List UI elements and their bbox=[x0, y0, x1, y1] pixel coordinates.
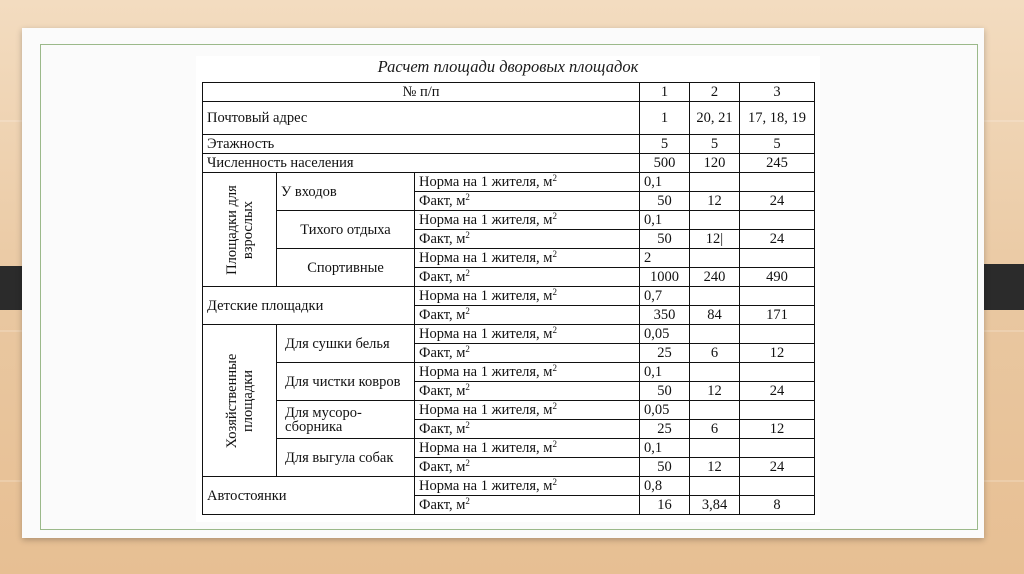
norm-label bbox=[415, 287, 640, 306]
household-carpets-norm-row bbox=[203, 363, 815, 382]
empty-cell bbox=[690, 363, 740, 382]
floors-row bbox=[203, 135, 815, 154]
adult-sport-fact-2: 240 bbox=[690, 268, 740, 287]
norm-label-text: Норма на 1 жителя, м bbox=[419, 364, 553, 380]
adult-quiet-fact-2: 12| bbox=[690, 230, 740, 249]
floors-value-2: 5 bbox=[690, 135, 740, 154]
adult-sport-fact-3: 490 bbox=[740, 268, 815, 287]
adult-quiet-norm: 0,1 bbox=[640, 211, 690, 230]
children-norm-row bbox=[203, 287, 815, 306]
empty-cell bbox=[740, 439, 815, 458]
empty-cell bbox=[690, 477, 740, 496]
population-label: Численность населения bbox=[203, 154, 640, 173]
table-header-row bbox=[203, 83, 815, 102]
unit-superscript: 2 bbox=[465, 306, 470, 316]
household-drying-fact-3: 12 bbox=[740, 344, 815, 363]
adult-entrance-label: У входов bbox=[277, 173, 415, 211]
children-fact-2: 84 bbox=[690, 306, 740, 325]
household-garbage-fact-2: 6 bbox=[690, 420, 740, 439]
household-drying-label: Для сушки белья bbox=[277, 325, 415, 363]
unit-superscript: 2 bbox=[552, 249, 557, 259]
norm-label bbox=[415, 173, 640, 192]
household-carpets-fact-3: 24 bbox=[740, 382, 815, 401]
norm-label-text: Норма на 1 жителя, м bbox=[419, 326, 553, 342]
unit-superscript: 2 bbox=[552, 477, 557, 487]
household-drying-fact-1: 25 bbox=[640, 344, 690, 363]
unit-superscript: 2 bbox=[465, 382, 470, 392]
address-row bbox=[203, 102, 815, 135]
fact-label-text: Факт, м bbox=[419, 459, 466, 475]
unit-superscript: 2 bbox=[465, 344, 470, 354]
unit-superscript: 2 bbox=[552, 211, 557, 221]
household-drying-fact-2: 6 bbox=[690, 344, 740, 363]
norm-label bbox=[415, 477, 640, 496]
empty-cell bbox=[740, 401, 815, 420]
floors-value-3: 5 bbox=[740, 135, 815, 154]
norm-label bbox=[415, 325, 640, 344]
fact-label-text: Факт, м bbox=[419, 345, 466, 361]
unit-superscript: 2 bbox=[465, 268, 470, 278]
adult-entrance-fact-3: 24 bbox=[740, 192, 815, 211]
parking-norm-row bbox=[203, 477, 815, 496]
unit-superscript: 2 bbox=[552, 401, 557, 411]
adult-sport-norm-row bbox=[203, 249, 815, 268]
household-garbage-label: Для мусоро-сборника bbox=[277, 401, 415, 439]
adult-sport-fact-1: 1000 bbox=[640, 268, 690, 287]
population-value-1: 500 bbox=[640, 154, 690, 173]
address-label: Почтовый адрес bbox=[203, 102, 640, 135]
adult-group-label: Площадки для взрослых bbox=[223, 184, 256, 275]
unit-superscript: 2 bbox=[552, 439, 557, 449]
norm-label bbox=[415, 401, 640, 420]
household-garbage-norm-row bbox=[203, 401, 815, 420]
fact-label-text: Факт, м bbox=[419, 269, 466, 285]
parking-fact-3: 8 bbox=[740, 496, 815, 515]
floors-label: Этажность bbox=[203, 135, 640, 154]
fact-label-text: Факт, м bbox=[419, 231, 466, 247]
header-col-3: 3 bbox=[740, 83, 815, 102]
household-group-label: Хозяйственные площадки bbox=[223, 353, 256, 448]
unit-superscript: 2 bbox=[552, 287, 557, 297]
household-carpets-label: Для чистки ковров bbox=[277, 363, 415, 401]
fact-label bbox=[415, 344, 640, 363]
household-dogs-norm-row bbox=[203, 439, 815, 458]
norm-label bbox=[415, 249, 640, 268]
household-dogs-fact-2: 12 bbox=[690, 458, 740, 477]
norm-label-text: Норма на 1 жителя, м bbox=[419, 212, 553, 228]
household-garbage-fact-3: 12 bbox=[740, 420, 815, 439]
fact-label-text: Факт, м bbox=[419, 307, 466, 323]
empty-cell bbox=[740, 249, 815, 268]
children-fact-1: 350 bbox=[640, 306, 690, 325]
adult-entrance-fact-1: 50 bbox=[640, 192, 690, 211]
population-row bbox=[203, 154, 815, 173]
fact-label-text: Факт, м bbox=[419, 497, 466, 513]
header-label: № п/п bbox=[203, 83, 640, 102]
fact-label bbox=[415, 382, 640, 401]
norm-label-text: Норма на 1 жителя, м bbox=[419, 402, 553, 418]
header-col-1: 1 bbox=[640, 83, 690, 102]
empty-cell bbox=[740, 287, 815, 306]
unit-superscript: 2 bbox=[552, 325, 557, 335]
address-value-2: 20, 21 bbox=[690, 102, 740, 135]
household-carpets-fact-1: 50 bbox=[640, 382, 690, 401]
table-title: Расчет площади дворовых площадок bbox=[377, 57, 639, 76]
adult-quiet-fact-1: 50 bbox=[640, 230, 690, 249]
adult-sport-label: Спортивные bbox=[277, 249, 415, 287]
unit-superscript: 2 bbox=[465, 420, 470, 430]
parking-label: Автостоянки bbox=[203, 477, 415, 515]
empty-cell bbox=[690, 211, 740, 230]
norm-label-text: Норма на 1 жителя, м bbox=[419, 174, 553, 190]
population-value-2: 120 bbox=[690, 154, 740, 173]
header-col-2: 2 bbox=[690, 83, 740, 102]
adult-entrance-norm: 0,1 bbox=[640, 173, 690, 192]
norm-label-text: Норма на 1 жителя, м bbox=[419, 440, 553, 456]
fact-label bbox=[415, 192, 640, 211]
adult-quiet-fact-3: 24 bbox=[740, 230, 815, 249]
unit-superscript: 2 bbox=[465, 192, 470, 202]
norm-label-text: Норма на 1 жителя, м bbox=[419, 288, 553, 304]
empty-cell bbox=[690, 401, 740, 420]
document-sheet bbox=[196, 56, 820, 522]
empty-cell bbox=[740, 173, 815, 192]
fact-label bbox=[415, 420, 640, 439]
adult-quiet-norm-row bbox=[203, 211, 815, 230]
norm-label-text: Норма на 1 жителя, м bbox=[419, 250, 553, 266]
unit-superscript: 2 bbox=[465, 496, 470, 506]
unit-superscript: 2 bbox=[465, 230, 470, 240]
population-value-3: 245 bbox=[740, 154, 815, 173]
unit-superscript: 2 bbox=[465, 458, 470, 468]
household-garbage-fact-1: 25 bbox=[640, 420, 690, 439]
children-fact-3: 171 bbox=[740, 306, 815, 325]
household-group-cell bbox=[203, 325, 277, 477]
unit-superscript: 2 bbox=[552, 173, 557, 183]
address-value-1: 1 bbox=[640, 102, 690, 135]
children-norm: 0,7 bbox=[640, 287, 690, 306]
norm-label-text: Норма на 1 жителя, м bbox=[419, 478, 553, 494]
empty-cell bbox=[740, 363, 815, 382]
household-dogs-fact-1: 50 bbox=[640, 458, 690, 477]
fact-label bbox=[415, 458, 640, 477]
household-drying-norm-row bbox=[203, 325, 815, 344]
area-table bbox=[202, 82, 815, 515]
empty-cell bbox=[740, 477, 815, 496]
household-dogs-fact-3: 24 bbox=[740, 458, 815, 477]
adult-group-cell bbox=[203, 173, 277, 287]
norm-label bbox=[415, 439, 640, 458]
empty-cell bbox=[690, 249, 740, 268]
fact-label bbox=[415, 230, 640, 249]
empty-cell bbox=[740, 211, 815, 230]
household-drying-norm: 0,05 bbox=[640, 325, 690, 344]
parking-fact-2: 3,84 bbox=[690, 496, 740, 515]
norm-label bbox=[415, 211, 640, 230]
empty-cell bbox=[690, 325, 740, 344]
adult-entrance-fact-2: 12 bbox=[690, 192, 740, 211]
adult-sport-norm: 2 bbox=[640, 249, 690, 268]
empty-cell bbox=[690, 173, 740, 192]
adult-entrance-norm-row bbox=[203, 173, 815, 192]
fact-label-text: Факт, м bbox=[419, 193, 466, 209]
address-value-3: 17, 18, 19 bbox=[740, 102, 815, 135]
norm-label bbox=[415, 363, 640, 382]
fact-label bbox=[415, 496, 640, 515]
fact-label bbox=[415, 268, 640, 287]
household-carpets-fact-2: 12 bbox=[690, 382, 740, 401]
household-dogs-label: Для выгула собак bbox=[277, 439, 415, 477]
empty-cell bbox=[690, 287, 740, 306]
adult-quiet-label: Тихого отдыха bbox=[277, 211, 415, 249]
parking-norm: 0,8 bbox=[640, 477, 690, 496]
fact-label-text: Факт, м bbox=[419, 383, 466, 399]
household-garbage-norm: 0,05 bbox=[640, 401, 690, 420]
empty-cell bbox=[740, 325, 815, 344]
unit-superscript: 2 bbox=[552, 363, 557, 373]
household-dogs-norm: 0,1 bbox=[640, 439, 690, 458]
children-label: Детские площадки bbox=[203, 287, 415, 325]
parking-fact-1: 16 bbox=[640, 496, 690, 515]
fact-label bbox=[415, 306, 640, 325]
fact-label-text: Факт, м bbox=[419, 421, 466, 437]
floors-value-1: 5 bbox=[640, 135, 690, 154]
empty-cell bbox=[690, 439, 740, 458]
household-carpets-norm: 0,1 bbox=[640, 363, 690, 382]
